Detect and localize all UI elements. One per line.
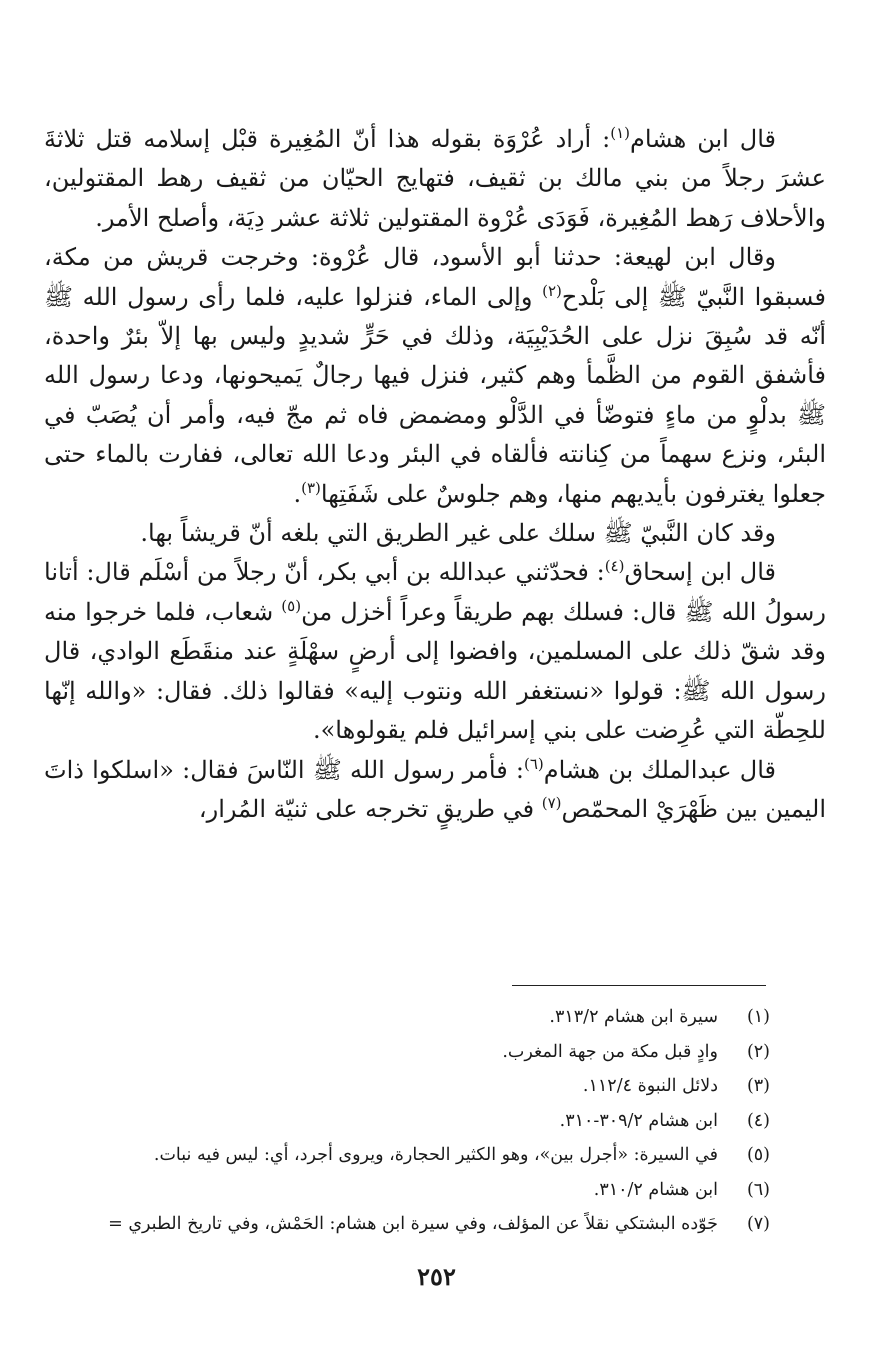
paragraph-ibn-hisham-urwa bbox=[44, 120, 826, 238]
footnote-number: (٥) bbox=[746, 1145, 770, 1165]
text-run: وقد كان النَّبيّ ﷺ سلك على غير الطريق التي بلغه أنّ قريشاً بها. bbox=[140, 519, 776, 548]
footnote-number: (٣) bbox=[746, 1076, 770, 1096]
text-run: شعاب، فلما خرجوا منه وقد شقّ ذلك على المسلمين، وافضوا إلى أرضٍ سهْلَةٍ عند منقَطَع الوادي، قال رسول الله ﷺ: قولوا «نستغفر الله ونتوب إليه» فقالوا ذلك. فقال: «والله إنّها للحِطّة التي عُرِضت على بني إسرائيل فلم يقولوها». bbox=[44, 597, 826, 745]
text-run: : أراد عُرْوَة بقوله هذا أنّ المُغِيرة قبْل إسلامه قتل ثلاثةَ عشرَ رجلاً من بني مالك بن ثقيف، فتهايج الحيّان من ثقيف رهط المقتولين، والأحلاف رَهط المُغِيرة، فَوَدَى عُرْوة المقتولين ثلاثة عشر دِيَة، وأصلح الأمر. bbox=[44, 125, 826, 232]
footnote-ref-4[interactable]: (٤) bbox=[604, 557, 625, 576]
text-run: قال عبدالملك بن هشام bbox=[543, 755, 777, 784]
footnote-number: (٧) bbox=[746, 1214, 770, 1234]
footnote-item bbox=[40, 1069, 770, 1104]
text-run: . bbox=[293, 479, 302, 508]
footnote-item bbox=[40, 1173, 770, 1208]
page-number: ٢٥٢ bbox=[417, 1262, 456, 1291]
footnote-number: (١) bbox=[746, 1007, 770, 1027]
text-run: في طريقٍ تخرجه على ثنيّة المُرار، bbox=[198, 794, 542, 823]
paragraph-abdulmalik bbox=[44, 751, 826, 830]
footnote-item bbox=[40, 1207, 770, 1242]
text-run: قال ابن إسحاق bbox=[624, 558, 776, 587]
footnote-number: (٤) bbox=[746, 1110, 770, 1131]
footnote-ref-2[interactable]: (٢) bbox=[542, 281, 562, 300]
text-run: : فأمر رسول الله ﷺ النّاسَ فقال: «اسلكوا ذاتَ اليمين بين ظَهْرَيْ المحمّص bbox=[44, 755, 826, 823]
footnote-item bbox=[40, 1000, 770, 1035]
footnote-divider bbox=[512, 985, 766, 986]
footnote-ref-7[interactable]: (٧) bbox=[541, 793, 562, 812]
footnote-text: جَوّده البشتكي نقلاً عن المؤلف، وفي سيرة ابن هشام: الحَمْش، وفي تاريخ الطبري = bbox=[108, 1214, 718, 1234]
footnote-text: ابن هشام ٣٠٩/٢-٣١٠. bbox=[559, 1110, 718, 1131]
footnote-item bbox=[40, 1138, 770, 1173]
paragraph-ibn-lahia-hudaybiya bbox=[44, 238, 826, 514]
text-run: قال ابن هشام bbox=[630, 125, 777, 153]
footnote-text: سيرة ابن هشام ٣١٣/٢. bbox=[549, 1007, 718, 1027]
text-run: وقال ابن لهيعة: حدثنا أبو الأسود، قال عُرْوة: وخرجت قريش من مكة، فسبقوا النَّبيّ ﷺ إلى بَلْدح bbox=[44, 243, 827, 311]
main-text bbox=[44, 120, 826, 829]
footnote-text: وادٍ قبل مكة من جهة المغرب. bbox=[502, 1041, 718, 1062]
footnote-ref-1[interactable]: (١) bbox=[610, 124, 631, 142]
text-run: وإلى الماء، فنزلوا عليه، فلما رأى رسول الله ﷺ أنّه قد سُبِقَ نزل على الحُدَيْبِيَة، وذلك في حَرٍّ شديدٍ وليس بها إلاّ بئرٌ واحدة، فأشفق القوم من الظَّمأ وهم كثير، فنزل فيها رجالٌ يَميحونها، ودعا رسول الله ﷺ بدلْوٍ من ماءٍ فتوضّأ في الدَّلْو ومضمض فاه ثم مجّ فيه، وأمر أن يُصَبّ في البئر، ونزع سهماً من كِنانته فألقاه في البئر ودعا الله تعالى، ففارت بالماء حتى جعلوا يغترفون بأيديهم منها، وهم جلوسٌ على شَفَتِها bbox=[44, 282, 826, 508]
footnote-ref-5[interactable]: (٥) bbox=[281, 596, 302, 615]
footnotes bbox=[40, 1000, 770, 1242]
footnote-ref-6[interactable]: (٦) bbox=[523, 754, 544, 773]
footnote-item bbox=[40, 1104, 770, 1139]
footnote-text: في السيرة: «أجرل بين»، وهو الكثير الحجارة، ويروى أجرد، أي: ليس فيه نبات. bbox=[153, 1145, 718, 1165]
paragraph-other-route bbox=[44, 514, 826, 553]
footnote-text: دلائل النبوة ١١٢/٤. bbox=[582, 1076, 718, 1096]
text-run: : فحدّثني عبدالله بن أبي بكر، أنّ رجلاً من أسْلَم قال: أتانا رسولُ الله ﷺ قال: فسلك بهم طريقاً وعراً أخزل من bbox=[44, 558, 826, 626]
footnote-ref-3[interactable]: (٣) bbox=[301, 478, 321, 497]
footnote-text: ابن هشام ٣١٠/٢. bbox=[593, 1179, 718, 1200]
footnote-number: (٦) bbox=[746, 1179, 770, 1200]
footnote-item bbox=[40, 1035, 770, 1070]
footnote-number: (٢) bbox=[746, 1041, 770, 1062]
paragraph-ibn-ishaq bbox=[44, 553, 826, 750]
